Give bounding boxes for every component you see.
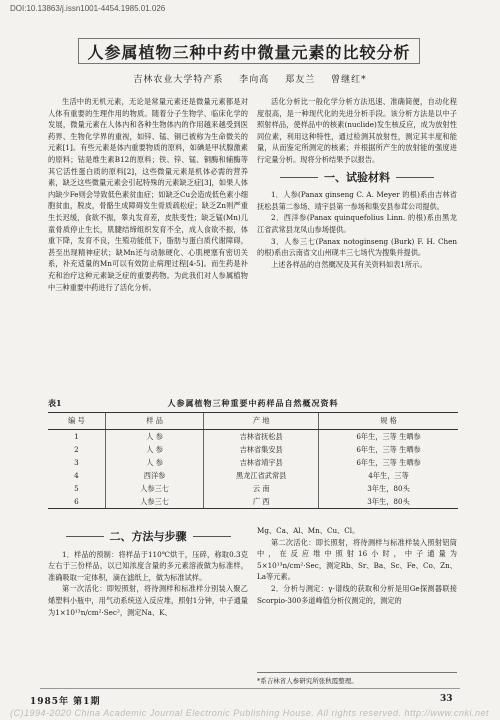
table-number: 表1 <box>48 398 62 408</box>
table-cell: 4年生，三等 <box>319 469 458 482</box>
footer-divider <box>40 688 460 689</box>
author-name: 曾继红* <box>331 75 367 85</box>
table-cell: 5 <box>74 484 79 493</box>
table-header-cell: 编 号 <box>48 413 105 430</box>
table-cell: 黑龙江省武常县 <box>204 469 319 482</box>
section-heading-methods: 二、方法与步骤 <box>48 531 248 543</box>
table-cell: 西洋参 <box>105 469 203 482</box>
table-cell: 3年生，80头 <box>319 482 458 495</box>
title-box <box>78 38 420 64</box>
table-cell: 3年生，80头 <box>319 495 458 509</box>
table-cell: 人 参 <box>105 430 203 444</box>
table-header-cell: 产 地 <box>204 413 319 430</box>
author-affiliation: 吉林农业大学特产系 <box>133 75 224 85</box>
table-cell: 1 <box>74 432 79 441</box>
table-cell: 吉林省靖宇县 <box>204 456 319 469</box>
table-cell: 云 南 <box>204 482 319 495</box>
table-cell: 6年生，三等 生晒参 <box>319 430 458 444</box>
doi-label: DOI:10.13863/j.issn1001-4454.1985.01.026 <box>10 4 166 13</box>
paragraph: 1．人参(Panax ginseng C. A. Meyer 的根)系由吉林省抚松县第二参场、靖宇县第一参场和集安县参茸公司提供。 <box>257 190 457 211</box>
table-cell: 6 <box>48 495 105 509</box>
journal-issue: 1985年 第1期 <box>30 697 101 707</box>
table-row <box>48 456 458 469</box>
table-row <box>48 495 458 509</box>
author-name: 郑友兰 <box>285 75 316 85</box>
table-cell: 3 <box>74 458 79 467</box>
paragraph: 生活中的无机元素，无论是常量元素还是微量元素都是对人体有重要的生理作用的物质。随着分子生物学、临床化学的发展，微量元素在人体内和各种生物体内的作用越来越受到医药界、生物化学界的重视，如锌、锰、铜已被称为生命微关的元素[1]。有些元素是体内重要物质的原料，如碘是甲状腺激素的原料；钴是维生素B12的原料；铁、锌、锰、铜酶和辅酶等其它活性蛋白质的原料[2]，这些微量元素是机体必需的营养素，缺乏这些微量元素会引起特殊的元素缺乏症[3]，如果人体内缺少Fe则会导致低色素贫血症；如缺乏Cu会造成低色素小细胞贫血，脱皮，骨骼生成障碍发生骨质疏松症；缺乏Zn则严重生长迟缓，食欲不振，睾丸发育差，皮肤变性；缺乏锰(Mn)儿童骨质停止生长，肌腱结缔组织发育不全，成人食欲不振，体重下降，发育不良，生殖功能低下，脂肪与蛋白质代谢障碍，甚至出现精神症状；缺Mn还与动脉硬化、心肌梗塞有密切关系，补充适量的Mn可以有效防止病理过程[4-5]。而生药是补充和治疗这种元素缺乏症的重要药物。为此我们对人参属植物中三种重要中药进行了活化分析。 <box>48 97 248 292</box>
paragraph: 3．人参三七(Panax notoginseng (Burk) F. H. Chen 的根)系由云南省文山州砚丰三七场代为搜集并提供。 <box>257 236 457 258</box>
table-cell: 人 参 <box>105 456 203 469</box>
table-cell: 人 参 <box>105 443 203 456</box>
table-header-cell: 样 品 <box>105 413 203 430</box>
table-row <box>48 482 458 495</box>
methods-column-left <box>48 525 248 618</box>
table-cell: 广 西 <box>204 495 319 509</box>
table-header-cell: 规 格 <box>319 413 458 430</box>
table-caption <box>48 398 458 409</box>
table-cell: 4 <box>74 471 79 480</box>
samples-table <box>48 412 458 509</box>
paragraph: 上述各样品的自然概况及其有关资料如表1所示。 <box>271 259 427 269</box>
intro-column-right <box>257 96 457 270</box>
section-heading-materials: 一、试验材料 <box>257 172 457 184</box>
copyright-watermark: (C)1994-2020 China Academic Journal Electronic Publishing House. All rights reserved. http://www.cnki.net <box>10 708 490 718</box>
table-cell: 2 <box>74 445 79 454</box>
paragraph: 第二次活化：即长照射，将待测样与标准样装入照射铝筒中，在反应堆中照射16小时，中子通量为5×10¹³n/cm²·Sec，测定Rb、Sr、Ba、Sc、Fe、Co、Zn、La等元素。 <box>257 537 457 582</box>
table-cell: 6年生，三等 生晒参 <box>319 456 458 469</box>
table-row <box>48 469 458 482</box>
page-number: 33 <box>440 694 453 704</box>
footnote: *系吉林省人参研究所张秋霞整理。 <box>257 672 457 685</box>
table-row <box>48 430 458 444</box>
paragraph: 2．西洋参(Panax quinquefolius Linn. 的根)系由黑龙江省武常县龙凤山参场提供。 <box>257 213 457 234</box>
table-cell: 人参三七 <box>105 482 203 495</box>
table-cell: 6年生，三等 生晒参 <box>319 443 458 456</box>
table-cell: 吉林省抚松县 <box>204 430 319 444</box>
author-line <box>0 72 500 85</box>
table-cell: 人参三七 <box>105 495 203 509</box>
table-title: 人参属植物三种重要中药样品自然概况资料 <box>167 398 339 408</box>
paragraph: 第一次活化：即短照射，将待测样和标准样分别装入聚乙烯塑料小瓶中，用气动系统送入反应堆，照射1分钟，中子通量为1×10¹³n/cm²·Sec²，测定Na、K、 <box>48 584 248 617</box>
paragraph: 活化分析比一般化学分析方法迅速、准确简便，自动化程度很高，是一种现代化的先进分析手段。该分析方法是以中子照射样品，使样品中的核素(nuclide)发生核反应，成为放射性同位素，利用这种特性，通过检测其放射性，测定其丰度和能量，从而鉴定所测定的核素；并根据所产生的放射能的强度进行定量分析。现将分析结果予以报告。 <box>257 97 457 164</box>
table-cell: 吉林省集安县 <box>204 443 319 456</box>
methods-column-right <box>257 525 457 606</box>
paragraph: 1．样品的预制：将样品于110℃烘干，压碎，称取0.3克左右于三份样品，以已知浓度含量的多元素溶液做为标准样，准确吸取一定体积，滴在滤纸上，做为标准试样。 <box>48 549 248 582</box>
paragraph: 2．分析与测定：γ-谱线的获取和分析是用Ge探测器联接Scorpio-300多道峰值分析仪测定的，测定的 <box>257 583 457 605</box>
table-row <box>48 443 458 456</box>
table-header-row <box>48 413 458 430</box>
intro-column-left <box>48 96 248 293</box>
article-title: 人参属植物三种中药中微量元素的比较分析 <box>87 42 411 62</box>
author-name: 李向高 <box>239 75 270 85</box>
paragraph: Mg、Ca、Al、Mn、Cu、Cl。 <box>257 526 360 535</box>
